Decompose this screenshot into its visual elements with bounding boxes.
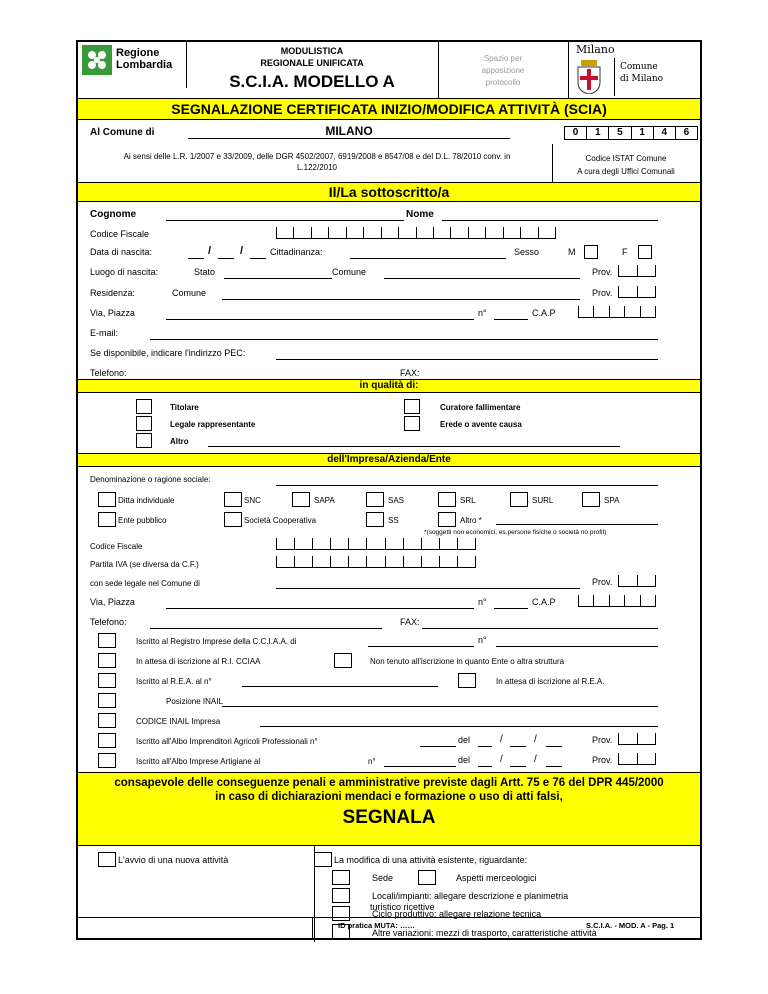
- impresa-cf-label: Codice Fiscale: [90, 542, 143, 551]
- comune-milano-logo: [570, 42, 700, 98]
- titolare-label: Titolare: [170, 403, 199, 412]
- sede-field[interactable]: [276, 588, 580, 589]
- date-slash: /: [240, 245, 244, 257]
- istat-digit: 4: [654, 127, 676, 139]
- residenza-comune-label: Comune: [172, 288, 207, 298]
- consapevole-band: [78, 772, 700, 846]
- istat-digit: 5: [609, 127, 631, 139]
- albo-art-prov-label: Prov.: [592, 755, 613, 765]
- altro-impresa-field[interactable]: [496, 524, 658, 525]
- pec-label: Se disponibile, indicare l'indirizzo PEC:: [90, 348, 246, 358]
- regione-lombardia-logo: [82, 45, 186, 77]
- albo-agr-day[interactable]: [478, 746, 492, 747]
- impresa-cap-cells[interactable]: [578, 595, 656, 607]
- albo-agr-label: Iscritto all'Albo Imprenditori Agricoli Professionali n°: [136, 737, 318, 746]
- lombardia-rose-icon: [82, 45, 112, 75]
- istat-code-boxes: [564, 126, 698, 140]
- impresa-cap-label: C.A.P: [532, 597, 556, 607]
- cap-label: C.A.P: [532, 308, 556, 318]
- albo-art-day[interactable]: [478, 766, 492, 767]
- sex-m-label: M: [568, 247, 576, 257]
- region-name-2: Lombardia: [116, 59, 173, 71]
- altre-label-1: Altre variazioni: mezzi di trasporto, caratteristiche attività: [372, 928, 597, 938]
- piva-label: Partita IVA (se diversa da C.F.): [90, 560, 199, 569]
- istat-digit: 1: [632, 127, 654, 139]
- spa-label: SPA: [604, 496, 620, 505]
- registro-field[interactable]: [368, 646, 474, 647]
- locali-label: Locali/impianti: allegare descrizione e planimetria: [372, 891, 569, 901]
- inail-cod-field[interactable]: [260, 726, 658, 727]
- luogo-label: Luogo di nascita:: [90, 267, 159, 277]
- surl-checkbox[interactable]: [510, 492, 528, 507]
- curatore-checkbox[interactable]: [404, 399, 420, 414]
- comune-value[interactable]: MILANO: [325, 124, 373, 138]
- albo-agr-n-field[interactable]: [420, 746, 456, 747]
- ditta-label: Ditta individuale: [118, 496, 175, 505]
- via-field[interactable]: [166, 319, 474, 320]
- sede-mod-label: Sede: [372, 873, 394, 883]
- milano-word: Milano: [576, 43, 615, 56]
- impresa-via-label: Via, Piazza: [90, 597, 135, 607]
- modifica-checkbox[interactable]: [314, 852, 332, 867]
- ciclo-checkbox[interactable]: [332, 906, 350, 921]
- attesa-ri-label: In attesa di iscrizione al R.I. CCIAA: [136, 657, 261, 666]
- date-slash: /: [500, 754, 503, 765]
- denominazione-label: Denominazione o ragione sociale:: [90, 475, 211, 484]
- nome-field[interactable]: [442, 220, 658, 221]
- non-tenuto-checkbox[interactable]: [334, 653, 352, 668]
- residenza-label: Residenza:: [90, 288, 136, 298]
- sex-m-checkbox[interactable]: [584, 245, 598, 259]
- inail-cod-label: CODICE INAIL Impresa: [136, 717, 221, 726]
- legale-checkbox[interactable]: [136, 416, 152, 431]
- consapevole-line-2: in caso di dichiarazioni mendaci e formazione o uso di atti falsi,: [215, 791, 563, 803]
- sex-f-checkbox[interactable]: [638, 245, 652, 259]
- n-label: n°: [478, 308, 487, 318]
- non-tenuto-label: Non tenuto all'iscrizione in quanto Ente o altra struttura: [370, 657, 565, 666]
- inail-cod-checkbox[interactable]: [98, 713, 116, 728]
- segnala-title: SEGNALA: [342, 807, 436, 828]
- albo-art-n-field[interactable]: [384, 766, 456, 767]
- region-name-1: Regione: [116, 47, 160, 59]
- codice-fiscale-cells[interactable]: [276, 227, 556, 239]
- comune-1: Comune: [620, 62, 658, 72]
- istat-digit: 1: [587, 127, 609, 139]
- cittadinanza-label: Cittadinanza:: [270, 247, 323, 257]
- sex-f-label: F: [622, 247, 628, 257]
- locali-checkbox[interactable]: [332, 888, 350, 903]
- al-comune-label: Al Comune di: [90, 127, 155, 138]
- form-page: [76, 40, 702, 940]
- prov-nascita-cells[interactable]: [618, 265, 656, 277]
- impresa-civico-field[interactable]: [494, 608, 528, 609]
- prov-label: Prov.: [592, 288, 613, 298]
- erede-label: Erede o avente causa: [440, 420, 522, 429]
- albo-art-checkbox[interactable]: [98, 753, 116, 768]
- cognome-field[interactable]: [166, 220, 404, 221]
- sapa-checkbox[interactable]: [292, 492, 310, 507]
- milano-coat-of-arms-icon: [576, 60, 602, 94]
- srl-label: SRL: [460, 496, 476, 505]
- ditta-checkbox[interactable]: [98, 492, 116, 507]
- curatore-label: Curatore fallimentare: [440, 403, 521, 412]
- istat-sub: A cura degli Uffici Comunali: [577, 167, 675, 176]
- impresa-telefono-label: Telefono:: [90, 617, 127, 627]
- impresa-cf-cells[interactable]: [276, 538, 476, 550]
- coop-checkbox[interactable]: [224, 512, 242, 527]
- titolare-checkbox[interactable]: [136, 399, 152, 414]
- data-nascita-label: Data di nascita:: [90, 247, 153, 257]
- rea-checkbox[interactable]: [98, 673, 116, 688]
- registro-n-field[interactable]: [496, 646, 658, 647]
- cap-cells[interactable]: [578, 306, 656, 318]
- ss-checkbox[interactable]: [366, 512, 384, 527]
- sede-prov-label: Prov.: [592, 577, 613, 587]
- denominazione-field[interactable]: [276, 485, 658, 486]
- date-slash: /: [534, 734, 537, 745]
- ciclo-label: Ciclo produttivo: allegare relazione tecnica: [372, 909, 542, 919]
- modulistica-1: MODULISTICA: [280, 46, 344, 56]
- protocol-space-2: apposizione: [481, 66, 525, 75]
- altro-impresa-label: Altro *: [460, 516, 482, 525]
- albo-art-n-label: n°: [368, 757, 376, 766]
- sapa-label: SAPA: [314, 496, 335, 505]
- birth-year[interactable]: [250, 258, 266, 259]
- birth-month[interactable]: [218, 258, 234, 259]
- rea-field[interactable]: [242, 686, 438, 687]
- ente-checkbox[interactable]: [98, 512, 116, 527]
- prov-label: Prov.: [592, 267, 613, 277]
- attesa-rea-checkbox[interactable]: [458, 673, 476, 688]
- spa-checkbox[interactable]: [582, 492, 600, 507]
- civico-field[interactable]: [494, 319, 528, 320]
- attesa-ri-checkbox[interactable]: [98, 653, 116, 668]
- aspetti-label: Aspetti merceologici: [456, 873, 537, 883]
- page-number: S.C.I.A. - MOD. A - Pag. 1: [586, 921, 675, 930]
- via-label: Via, Piazza: [90, 308, 135, 318]
- sesso-label: Sesso: [514, 247, 540, 257]
- comune-nascita-field[interactable]: [384, 278, 580, 279]
- istat-digit: 0: [565, 127, 587, 139]
- main-title: SEGNALAZIONE CERTIFICATA INIZIO/MODIFICA ATTIVITÀ (SCIA): [78, 98, 700, 120]
- modifica-label: La modifica di una attività esistente, riguardante:: [334, 855, 528, 865]
- ente-label: Ente pubblico: [118, 516, 167, 525]
- residenza-comune-field[interactable]: [222, 299, 580, 300]
- srl-checkbox[interactable]: [438, 492, 456, 507]
- inail-pos-checkbox[interactable]: [98, 693, 116, 708]
- email-label: E-mail:: [90, 328, 119, 338]
- cittadinanza-field[interactable]: [350, 258, 506, 259]
- attesa-rea-label: In attesa di iscrizione al R.E.A.: [496, 677, 605, 686]
- model-title: S.C.I.A. MODELLO A: [229, 72, 395, 91]
- date-slash: /: [534, 754, 537, 765]
- stato-label: Stato: [194, 267, 216, 277]
- legale-label: Legale rappresentante: [170, 420, 256, 429]
- albo-agr-prov-cells[interactable]: [618, 733, 656, 745]
- sottoscritto-title: Il/La sottoscritto/a: [78, 182, 700, 202]
- erede-checkbox[interactable]: [404, 416, 420, 431]
- date-slash: /: [208, 245, 212, 257]
- cognome-label: Cognome: [90, 209, 137, 220]
- date-slash: /: [500, 734, 503, 745]
- avvio-label: L'avvio di una nuova attività: [118, 855, 229, 865]
- altro-impresa-checkbox[interactable]: [438, 512, 456, 527]
- albo-agr-checkbox[interactable]: [98, 733, 116, 748]
- fax-label: FAX:: [400, 368, 420, 378]
- stato-field[interactable]: [224, 278, 332, 279]
- altro-qualita-checkbox[interactable]: [136, 433, 152, 448]
- protocol-space-3: protocollo: [485, 78, 521, 87]
- sede-mod-checkbox[interactable]: [332, 870, 350, 885]
- modulistica-2: REGIONALE UNIFICATA: [260, 58, 364, 68]
- altre-label-2: turistico ricettive: [370, 902, 435, 912]
- aspetti-checkbox[interactable]: [418, 870, 436, 885]
- istat-label: Codice ISTAT Comune: [585, 154, 667, 163]
- sede-label: con sede legale nel Comune di: [90, 579, 200, 588]
- impresa-telefono-field[interactable]: [150, 628, 382, 629]
- impresa-via-field[interactable]: [166, 608, 474, 609]
- sede-prov-cells[interactable]: [618, 575, 656, 587]
- cf-label: Codice Fiscale: [90, 229, 150, 239]
- albo-agr-year[interactable]: [546, 746, 562, 747]
- law-text-1: Ai sensi delle L.R. 1/2007 e 33/2009, delle DGR 4502/2007, 6919/2008 e 8547/08 e del D.L. 78/2010 conv. in: [123, 152, 511, 161]
- email-field[interactable]: [150, 339, 658, 340]
- birth-day[interactable]: [188, 258, 204, 259]
- snc-label: SNC: [244, 496, 261, 505]
- snc-checkbox[interactable]: [224, 492, 242, 507]
- albo-agr-del-label: del: [458, 735, 471, 745]
- registro-n-label: n°: [478, 635, 487, 645]
- istat-digit: 6: [683, 127, 690, 138]
- sas-checkbox[interactable]: [366, 492, 384, 507]
- piva-cells[interactable]: [276, 556, 476, 568]
- comune-nascita-label: Comune: [332, 267, 367, 277]
- consapevole-line-1: consapevole delle conseguenze penali e amministrative previste dagli Artt. 75 e 76 del DPR 445/2000: [114, 777, 664, 789]
- albo-art-del-label: del: [458, 755, 471, 765]
- registro-checkbox[interactable]: [98, 633, 116, 648]
- impresa-fax-field[interactable]: [422, 628, 658, 629]
- prov-residenza-cells[interactable]: [618, 286, 656, 298]
- comune-2: di Milano: [620, 74, 664, 84]
- albo-art-year[interactable]: [546, 766, 562, 767]
- sas-label: SAS: [388, 496, 405, 505]
- albo-agr-prov-label: Prov.: [592, 735, 613, 745]
- qualita-title: in qualità di:: [78, 379, 700, 393]
- pec-field[interactable]: [276, 359, 658, 360]
- avvio-checkbox[interactable]: [98, 852, 116, 867]
- protocol-space-1: Spazio per: [483, 54, 523, 63]
- id-pratica: ID pratica MUTA: ……: [338, 921, 415, 930]
- albo-art-prov-cells[interactable]: [618, 753, 656, 765]
- law-text-2: L.122/2010: [296, 163, 338, 172]
- telefono-label: Telefono:: [90, 368, 127, 378]
- altro-qualita-label: Altro: [170, 437, 189, 446]
- registro-label: Iscritto al Registro Imprese della C.C.I.A.A. di: [136, 637, 297, 646]
- coop-label: Società Cooperativa: [244, 516, 317, 525]
- impresa-title: dell'Impresa/Azienda/Ente: [78, 453, 700, 467]
- altro-note: *(soggetti non economici, es.persone fisiche o società no profit): [424, 529, 607, 536]
- surl-label: SURL: [532, 496, 554, 505]
- albo-agr-month[interactable]: [510, 746, 526, 747]
- inail-pos-field[interactable]: [222, 706, 658, 707]
- inail-pos-label: Posizione INAIL: [166, 697, 223, 706]
- albo-art-month[interactable]: [510, 766, 526, 767]
- impresa-fax-label: FAX:: [400, 617, 420, 627]
- impresa-n-label: n°: [478, 597, 487, 607]
- nome-label: Nome: [406, 209, 434, 220]
- rea-label: Iscritto al R.E.A. al n°: [136, 677, 212, 686]
- ss-label: SS: [388, 516, 399, 525]
- albo-art-label: Iscritto all'Albo Imprese Artigiane al: [136, 757, 261, 766]
- altro-qualita-field[interactable]: [208, 446, 620, 447]
